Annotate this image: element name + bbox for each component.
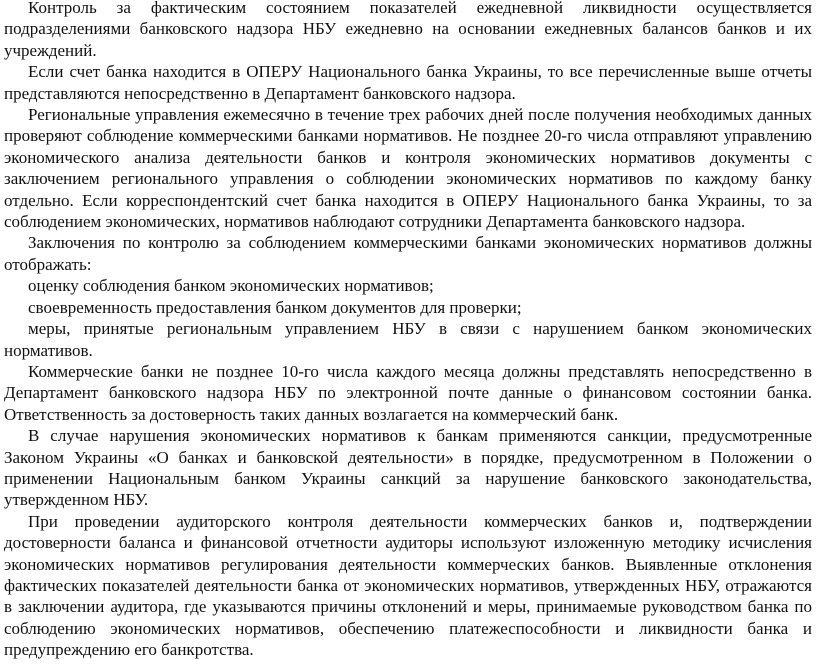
paragraph-sanctions: В случае нарушения экономических нормативов к банкам применяются санкции, предусмотренные Законом Украины «О банках и банковской деятельности» в порядке, предусмотренном в Положении о применении Национальным банком Украины санкций за нарушение банковского законодательства, утвержденном НБУ.: [4, 426, 812, 510]
paragraph-daily-liquidity-control: Контроль за фактическим состоянием показателей ежедневной ликвидности осуществляется подразделениями банковского надзора НБУ ежедневно на основании ежедневных балансов банков и их учреждений.: [4, 0, 812, 60]
paragraph-commercial-banks-reporting: Коммерческие банки не позднее 10-го числа каждого месяца должны представлять непосредственно в Департамент банковского надзора НБУ по электронной почте данные о финансовом состоянии банка. Ответственность за достоверность таких данных возлагается на коммерческий банк.: [4, 361, 812, 424]
paragraph-conclusions-intro: Заключения по контролю за соблюдением коммерческими банками экономических нормативов должны отображать:: [4, 233, 812, 274]
paragraph-regional-departments: Региональные управления ежемесячно в течение трех рабочих дней после получения необходимых данных проверяют соблюдение коммерческими банками нормативов. Не позднее 20-го числа отправляют управлению экономического анализа деятельности банков и контроля экономических нормативов документы с заключением регионального управления о соблюдении экономических нормативов по каждому банку отдельно. Если корреспондентский счет банка находится в ОПЕРУ Национального банка Украины, то за соблюдением экономических, нормативов наблюдают сотрудники Департамента банковского надзора.: [4, 105, 812, 232]
paragraph-audit-control: При проведении аудиторского контроля деятельности коммерческих банков и, подтверждении достоверности баланса и финансовой отчетности аудиторы используют изложенную методику исчисления экономических нормативов регулирования деятельности коммерческих банков. Выявленные отклонения фактических показателей деятельности банка от экономических нормативов, утвержденных НБУ, отражаются в заключении аудитора, где указываются причины отклонений и меры, принимаемые руководством банка по соблюдению экономических нормативов, обеспечению платежеспособности и ликвидности банка и предупреждению его банкротства.: [4, 511, 812, 660]
list-item-timeliness: своевременность предоставления банком документов для проверки;: [28, 297, 522, 317]
list-item-measures: меры, принятые региональным управлением НБУ в связи с нарушением банком экономических нормативов.: [4, 319, 812, 360]
paragraph-opery-account: Если счет банка находится в ОПЕРУ Национального банка Украины, то все перечисленные выше отчеты представляются непосредственно в Департамент банковского надзора.: [4, 62, 812, 103]
list-item-assessment: оценку соблюдения банком экономических нормативов;: [28, 276, 434, 296]
